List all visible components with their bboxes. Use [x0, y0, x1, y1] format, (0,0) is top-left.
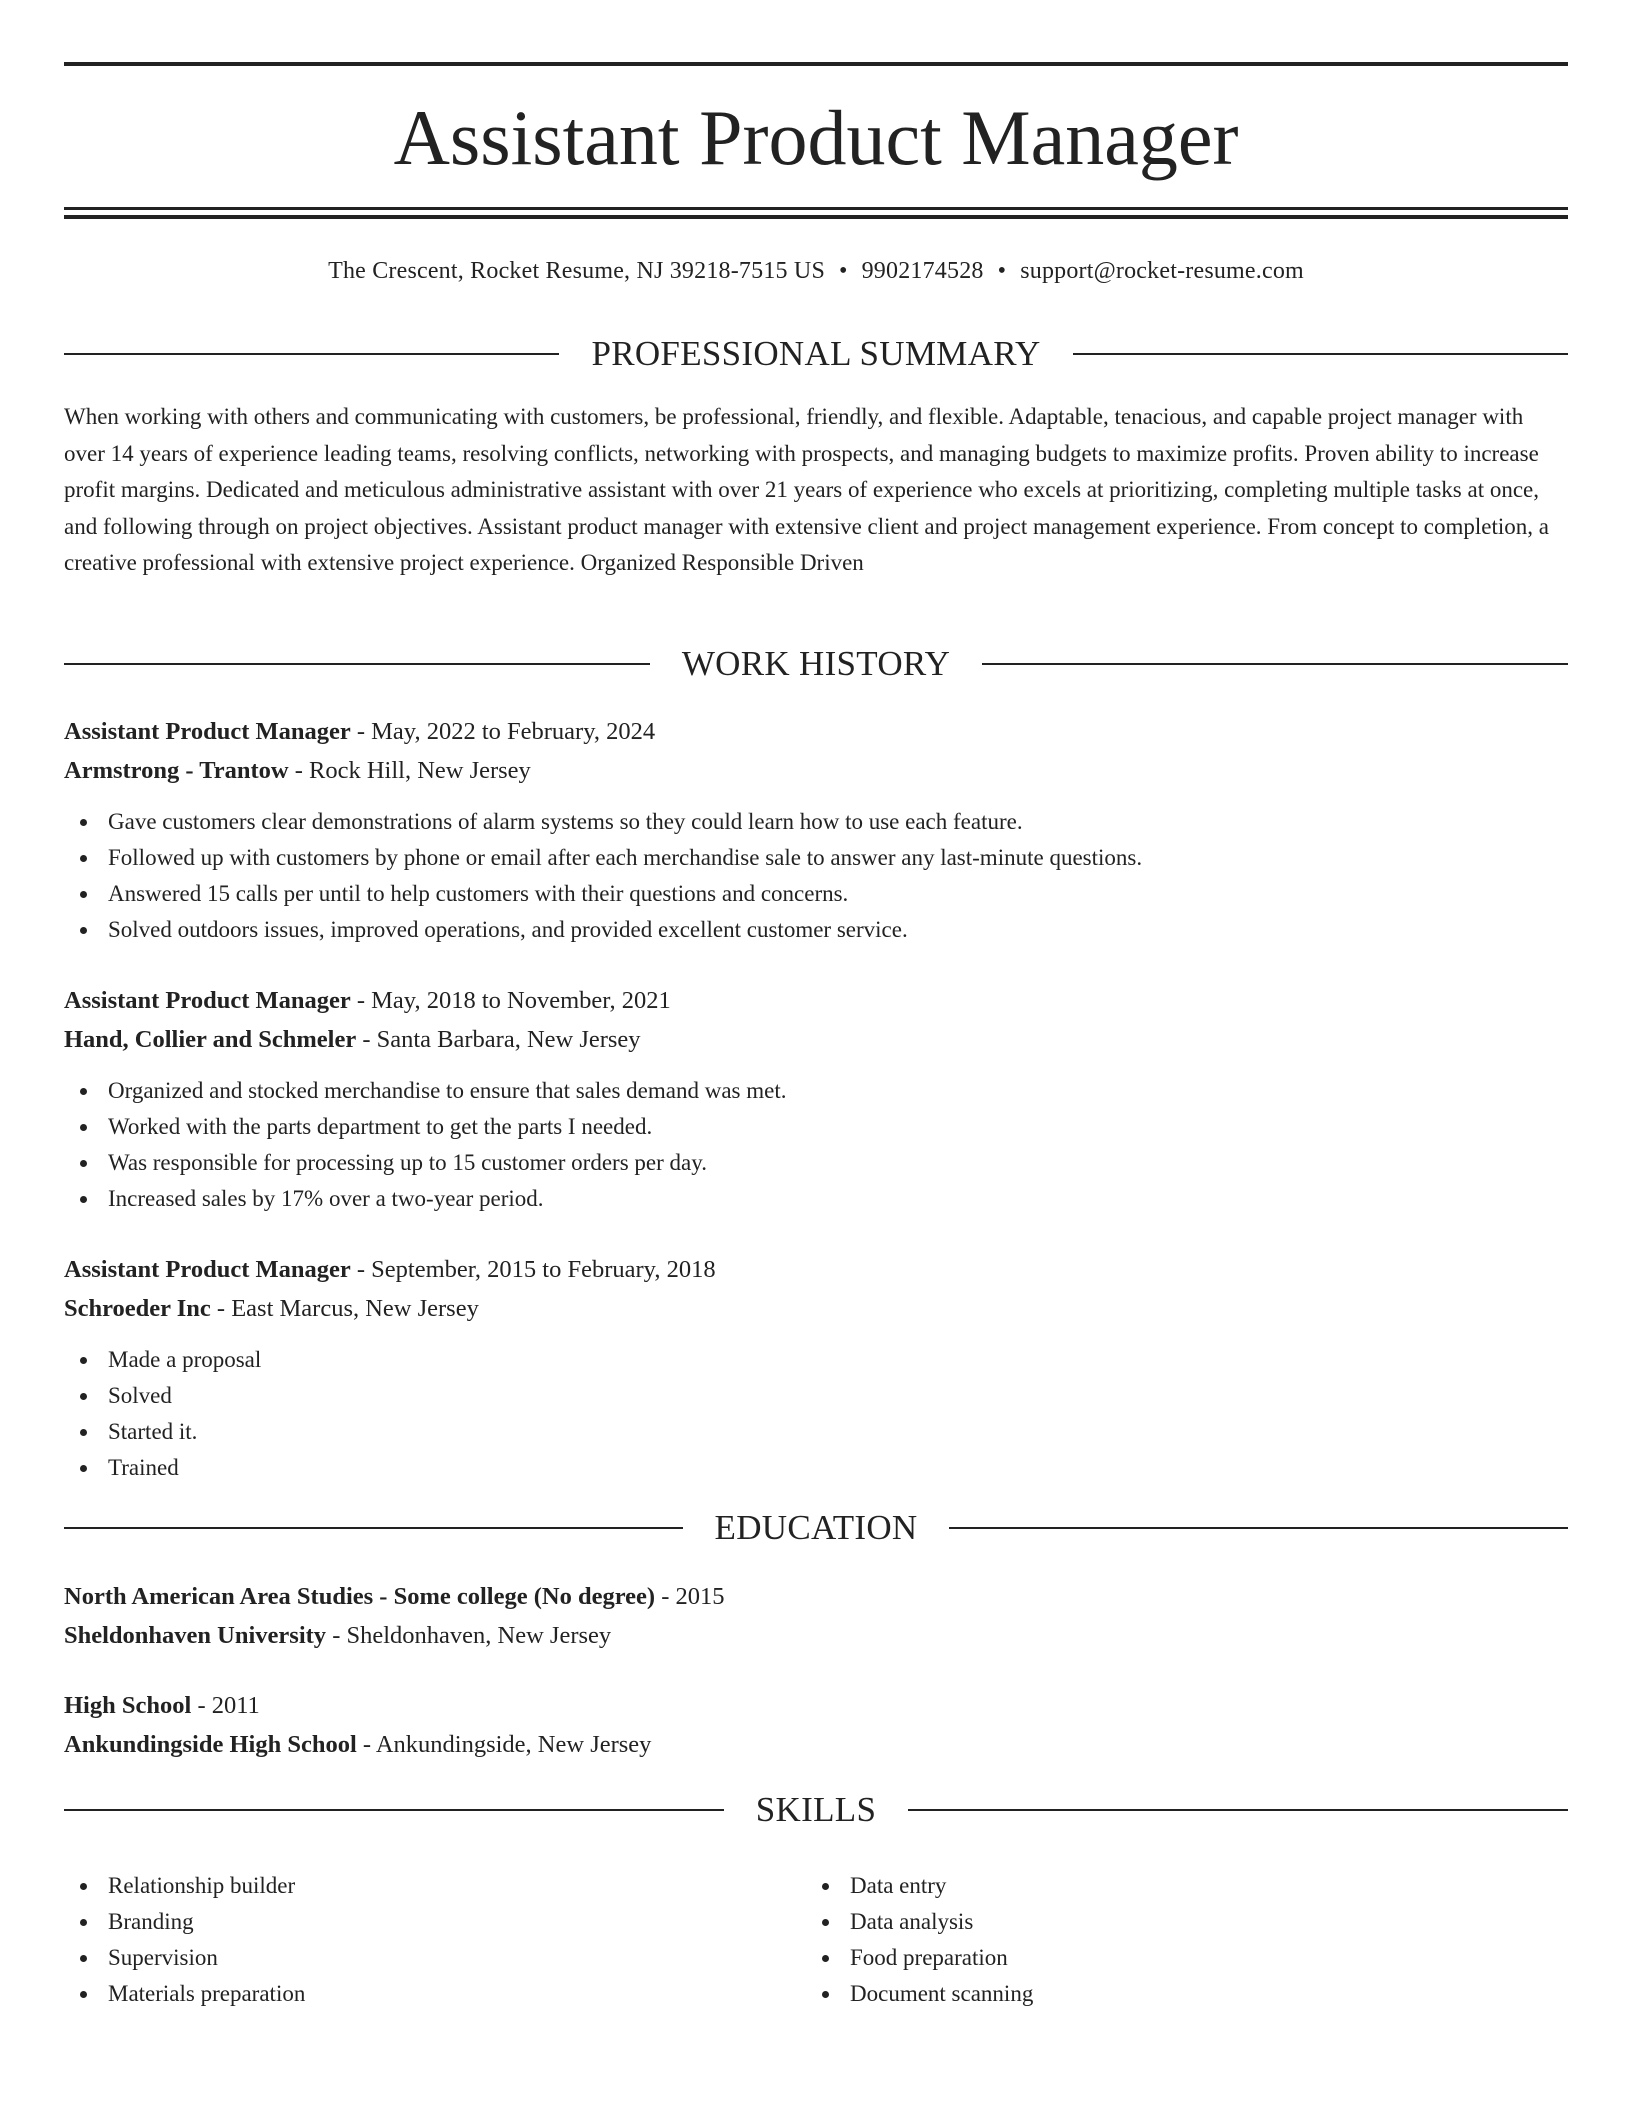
list-item: Started it. — [64, 1414, 1568, 1450]
contact-line — [64, 254, 1568, 288]
section-title: WORK HISTORY — [681, 644, 951, 683]
job-entry — [64, 981, 1568, 1059]
heading-rule — [949, 1527, 1568, 1529]
education-school: Sheldonhaven University — [64, 1622, 327, 1649]
summary-text: When working with others and communicating with customers, be professional, friendly, and flexible. Adaptable, tenacious, and capable project manager with over 14 years of experience leading teams, resolving conflicts, networking with prospects, and managing budgets to maximize profits. Proven ability to increase profit margins. Dedicated and meticulous administrative assistant with over 21 years of experience who excels at prioritizing, completing multiple tasks at once, and following through on project objectives. Assistant product manager with extensive client and project management experience. From concept to completion, a creative professional with extensive project experience. Organized Responsible Driven — [64, 404, 1549, 575]
top-rule — [64, 62, 1568, 66]
job-dates: - May, 2018 to November, 2021 — [350, 987, 671, 1014]
section-heading-education — [64, 1508, 1568, 1548]
contact-phone: 9902174528 — [861, 258, 984, 284]
section-heading-work — [64, 644, 1568, 684]
skill-item: Supervision — [64, 1940, 764, 1976]
job-company: Hand, Collier and Schmeler — [64, 1026, 357, 1053]
skill-item: Data entry — [806, 1868, 1506, 1904]
double-rule-lower — [64, 215, 1568, 219]
education-year: - 2011 — [191, 1692, 260, 1719]
job-dates: - September, 2015 to February, 2018 — [350, 1256, 716, 1283]
heading-rule — [982, 663, 1568, 665]
job-title: Assistant Product Manager — [64, 987, 351, 1014]
skills-list-left — [64, 1868, 764, 2012]
job-bullets — [64, 1073, 1568, 1217]
heading-rule — [64, 1527, 683, 1529]
section-heading-summary — [64, 334, 1568, 374]
list-item: Answered 15 calls per until to help customers with their questions and concerns. — [64, 876, 1568, 912]
education-location: - Ankundingside, New Jersey — [356, 1731, 652, 1758]
list-item: Trained — [64, 1450, 1568, 1486]
job-title: Assistant Product Manager — [64, 718, 351, 745]
skill-item: Branding — [64, 1904, 764, 1940]
heading-rule — [64, 353, 559, 355]
double-rule-upper — [64, 207, 1568, 210]
heading-rule — [1073, 353, 1568, 355]
skill-item: Materials preparation — [64, 1976, 764, 2012]
job-location: - East Marcus, New Jersey — [210, 1295, 479, 1322]
job-company: Schroeder Inc — [64, 1295, 211, 1322]
resume-name: Assistant Product Manager — [393, 94, 1239, 181]
section-title: EDUCATION — [714, 1508, 918, 1547]
education-year: - 2015 — [655, 1583, 725, 1610]
job-bullets — [64, 1342, 1568, 1486]
heading-rule — [64, 1809, 724, 1811]
education-school: Ankundingside High School — [64, 1731, 357, 1758]
skills-list-right — [806, 1868, 1506, 2012]
list-item: Organized and stocked merchandise to ensure that sales demand was met. — [64, 1073, 1568, 1109]
list-item: Increased sales by 17% over a two-year period. — [64, 1181, 1568, 1217]
education-degree: High School — [64, 1692, 192, 1719]
contact-email: support@rocket-resume.com — [1020, 258, 1304, 284]
list-item: Solved — [64, 1378, 1568, 1414]
list-item: Made a proposal — [64, 1342, 1568, 1378]
contact-separator: • — [839, 258, 848, 284]
skill-item: Document scanning — [806, 1976, 1506, 2012]
job-location: - Rock Hill, New Jersey — [288, 757, 531, 784]
list-item: Followed up with customers by phone or email after each merchandise sale to answer any last-minute questions. — [64, 840, 1568, 876]
skill-item: Relationship builder — [64, 1868, 764, 1904]
education-degree: North American Area Studies - Some college (No degree) — [64, 1583, 656, 1610]
job-title: Assistant Product Manager — [64, 1256, 351, 1283]
education-entry — [64, 1686, 1568, 1764]
section-title: PROFESSIONAL SUMMARY — [591, 334, 1041, 373]
section-heading-skills — [64, 1790, 1568, 1830]
job-location: - Santa Barbara, New Jersey — [356, 1026, 641, 1053]
job-entry — [64, 1250, 1568, 1328]
skill-item: Data analysis — [806, 1904, 1506, 1940]
list-item: Solved outdoors issues, improved operations, and provided excellent customer service. — [64, 912, 1568, 948]
job-entry — [64, 712, 1568, 790]
list-item: Worked with the parts department to get the parts I needed. — [64, 1109, 1568, 1145]
list-item: Gave customers clear demonstrations of alarm systems so they could learn how to use each feature. — [64, 804, 1568, 840]
education-entry — [64, 1577, 1568, 1655]
job-dates: - May, 2022 to February, 2024 — [350, 718, 656, 745]
list-item: Was responsible for processing up to 15 customer orders per day. — [64, 1145, 1568, 1181]
job-bullets — [64, 804, 1568, 948]
skill-item: Food preparation — [806, 1940, 1506, 1976]
heading-rule — [64, 663, 650, 665]
contact-separator: • — [997, 258, 1007, 284]
education-location: - Sheldonhaven, New Jersey — [326, 1622, 612, 1649]
section-title: SKILLS — [755, 1790, 877, 1829]
heading-rule — [908, 1809, 1568, 1811]
job-company: Armstrong - Trantow — [64, 757, 289, 784]
contact-address: The Crescent, Rocket Resume, NJ 39218-7515 US — [328, 258, 825, 284]
